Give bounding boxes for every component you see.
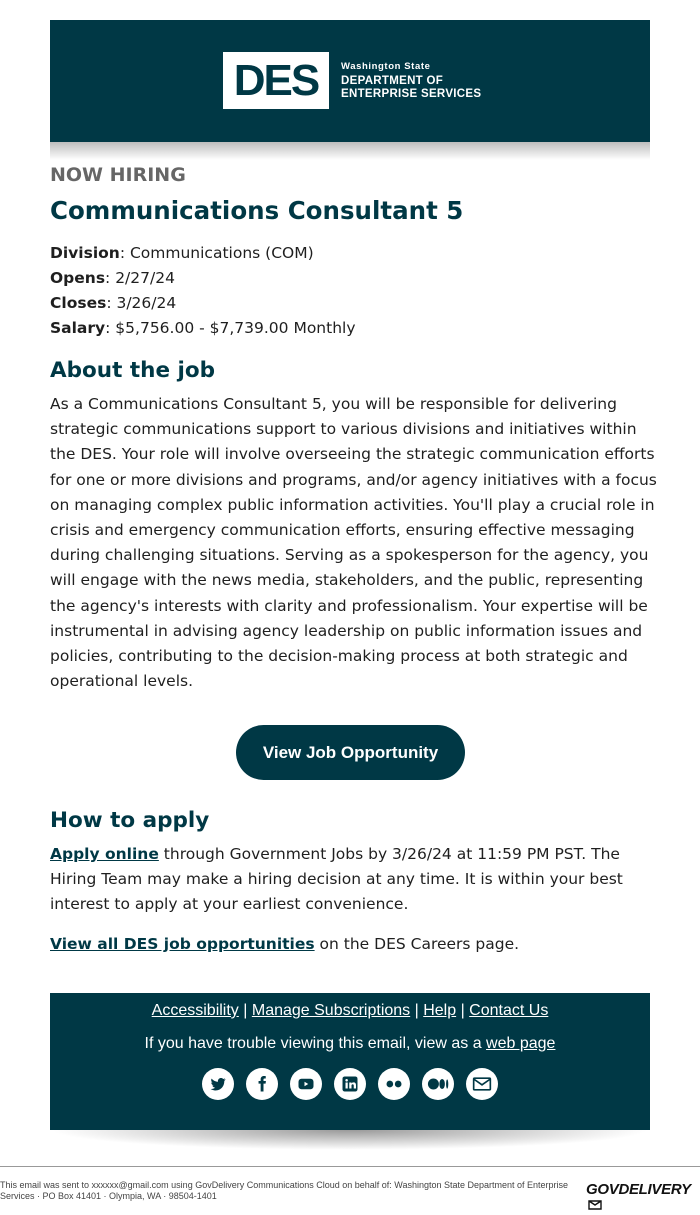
footer-shadow	[50, 1130, 650, 1150]
job-title: Communications Consultant 5	[50, 196, 464, 225]
facebook-icon[interactable]	[246, 1068, 278, 1100]
manage-subscriptions-link[interactable]: Manage Subscriptions	[251, 1002, 411, 1019]
view-all-jobs-link[interactable]: View all DES job opportunities	[50, 935, 315, 953]
email-icon[interactable]	[466, 1068, 498, 1100]
web-page-link[interactable]: web page	[486, 1035, 556, 1052]
flickr-icon[interactable]	[378, 1068, 410, 1100]
org-state: Washington State	[341, 60, 431, 72]
all-jobs-text: on the DES Careers page.	[314, 935, 520, 953]
opens-value: : 2/27/24	[105, 269, 175, 287]
salary-label: Salary	[50, 319, 106, 337]
apply-body	[50, 842, 640, 918]
separator: |	[410, 1002, 424, 1019]
division-value: : Communications (COM)	[119, 244, 314, 262]
about-body: As a Communications Consultant 5, you will be responsible for delivering strategic communications support to various divisions and initiatives within the DES. Your role will involve overseeing the strategic communication efforts for one or more divisions and programs, and/or agency initiatives with a focus on managing complex public information activities. You'll play a crucial role in crisis and emergency communication efforts, ensuring effective messaging during challenging situations. Serving as a spokesperson for the agency, you will engage with the news media, stakeholders, and the public, representing the agency's interests with clarity and professionalism. Your expertise will be instrumental in advising agency leadership on public information issues and policies, contributing to the decision-making process at both strategic and operational levels.	[50, 395, 657, 691]
division-label: Division	[50, 244, 120, 262]
apply-heading: How to apply	[50, 808, 210, 833]
all-jobs-line	[50, 932, 660, 957]
header-shadow	[50, 142, 650, 160]
salary-value: : $5,756.00 - $7,739.00 Monthly	[105, 319, 356, 337]
des-logo-text	[341, 61, 481, 101]
des-logo[interactable]	[223, 52, 481, 109]
govdelivery-wordmark: GOVDELIVERY	[586, 1181, 691, 1198]
help-link[interactable]: Help	[423, 1002, 457, 1019]
divider	[0, 1166, 700, 1167]
closes-label: Closes	[50, 294, 107, 312]
closes-row	[50, 291, 356, 316]
apply-text: through Government Jobs by 3/26/24 at 11:59 PM PST. The Hiring Team may make a hiring decision at any time. It is within your best interest to apply at your earliest convenience.	[50, 845, 623, 914]
contact-us-link[interactable]: Contact Us	[469, 1002, 549, 1019]
salary-row	[50, 316, 356, 341]
org-name: ENTERPRISE SERVICES	[341, 87, 482, 100]
about-heading: About the job	[50, 358, 216, 383]
view-job-opportunity-button[interactable]: View Job Opportunity	[236, 725, 465, 780]
job-meta	[50, 241, 356, 341]
email-footer	[50, 993, 650, 1130]
govdelivery-envelope-icon	[588, 1198, 602, 1210]
twitter-icon[interactable]	[202, 1068, 234, 1100]
division-row	[50, 241, 356, 266]
youtube-icon[interactable]	[290, 1068, 322, 1100]
govdelivery-logo[interactable]	[586, 1181, 700, 1215]
legal-notice: This email was sent to xxxxxx@gmail.com using GovDelivery Communications Cloud on behalf of: Washington State Department of Enterprise Services · PO Box 41401 · Olympia, WA · 98504-1401	[0, 1180, 569, 1201]
separator: |	[238, 1002, 252, 1019]
footer-note-text: If you have trouble viewing this email, view as a	[144, 1035, 487, 1052]
social-icons	[202, 1068, 498, 1100]
opens-row	[50, 266, 356, 291]
now-hiring-kicker: NOW HIRING	[50, 164, 186, 186]
opens-label: Opens	[50, 269, 106, 287]
des-logo-mark: DES	[223, 52, 329, 109]
footer-note	[50, 1035, 650, 1053]
linkedin-icon[interactable]	[334, 1068, 366, 1100]
email-header	[50, 20, 650, 142]
org-dept: DEPARTMENT OF	[341, 74, 444, 87]
closes-value: : 3/26/24	[106, 294, 177, 312]
accessibility-link[interactable]: Accessibility	[151, 1002, 239, 1019]
apply-online-link[interactable]: Apply online	[50, 845, 159, 863]
medium-icon[interactable]	[422, 1068, 454, 1100]
footer-links	[50, 1002, 650, 1020]
separator: |	[456, 1002, 470, 1019]
